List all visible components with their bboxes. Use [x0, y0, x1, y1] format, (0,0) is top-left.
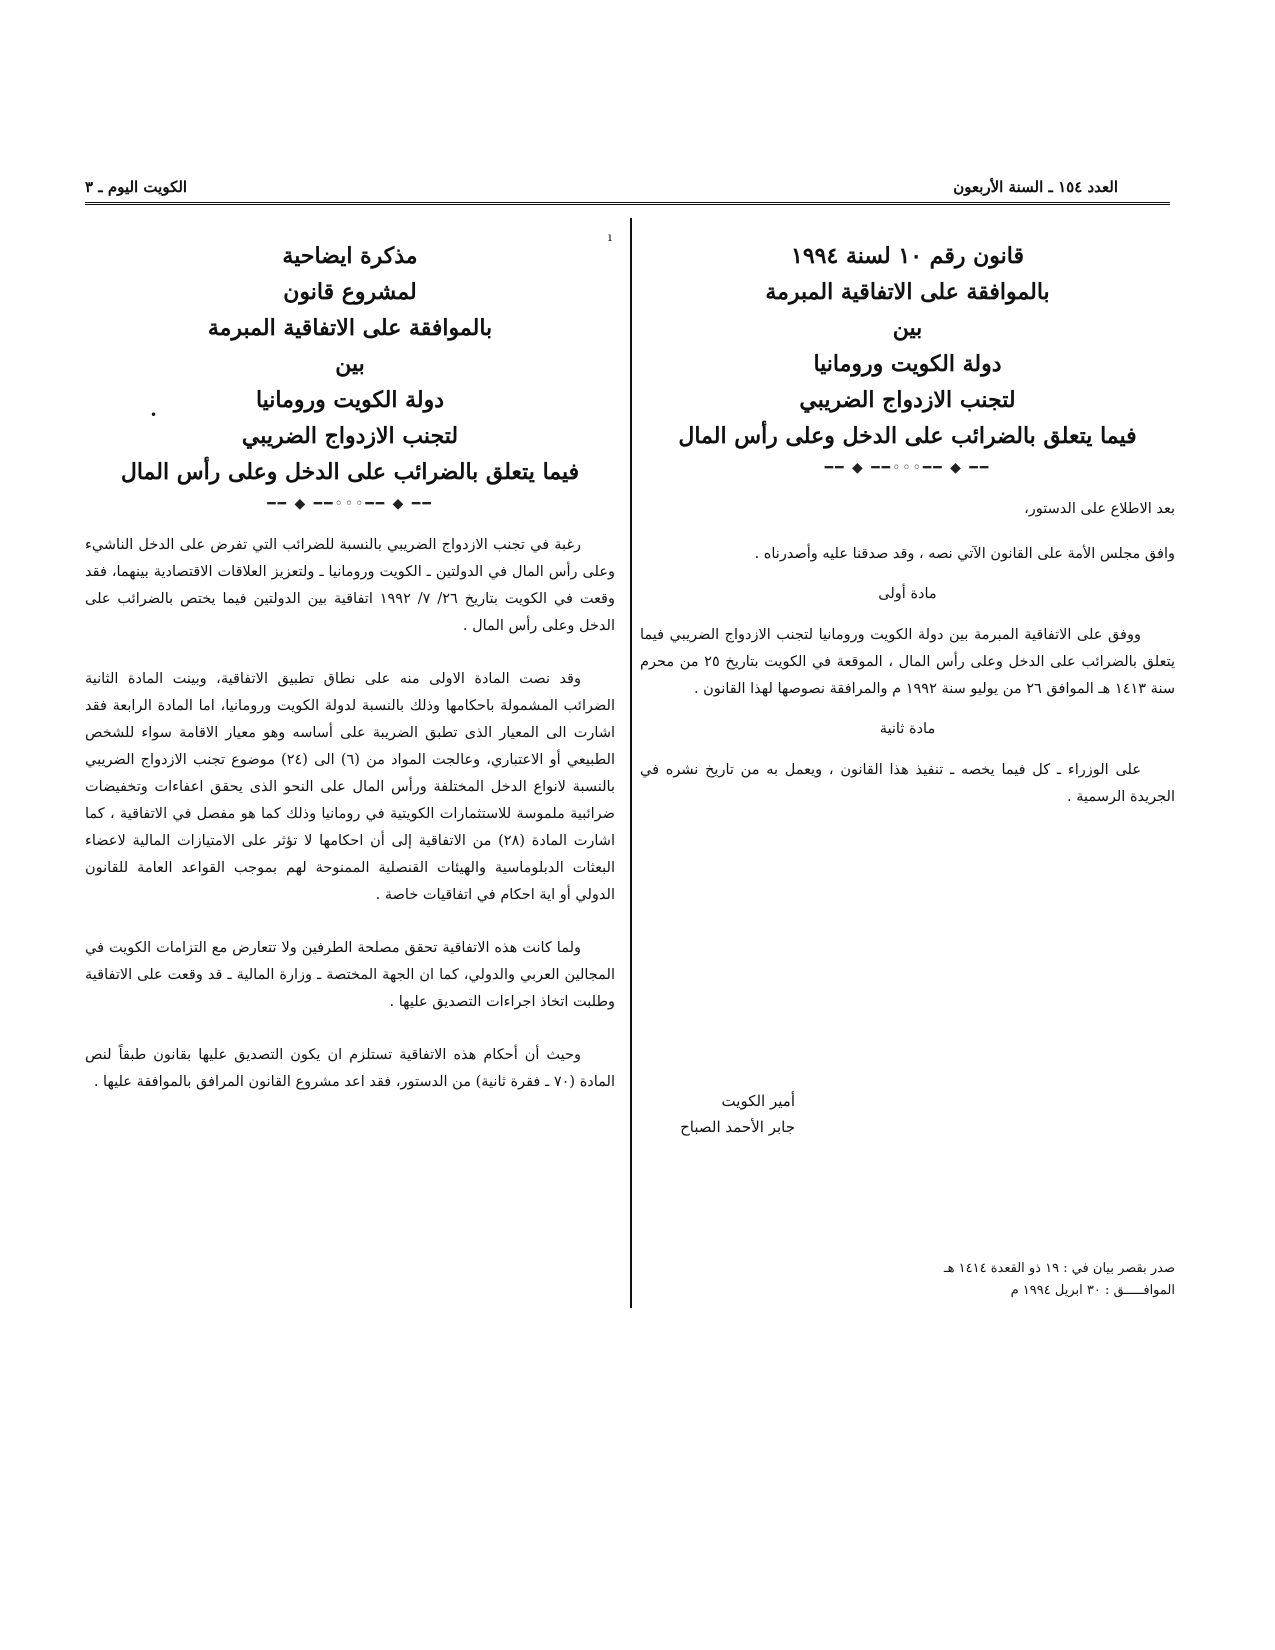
memo-paragraph: وقد نصت المادة الاولى منه على نطاق تطبيق الاتفاقية، وبينت المادة الثانية الضرائب المشمولة باحكامها وذلك بالنسبة لدولة الكويت ورومانيا، اما المادة الرابعة فقد اشارت الى المعيار الذى تطبق الضريبة على أساسه وهو معيار الاقامة سواء للشخص الطبيعي أو الاعتباري، وعالجت المواد من (٦) الى (٢٤) موضوع تجنب الازدواج الضريبي بالنسبة لانواع الدخل المختلفة ورأس المال على النحو الذى يحقق اعفاءات وتخفيضات ضرائبية ملموسة للاستثمارات الكويتية في رومانيا وذلك كما هو مفصل في الاتفاقية ، كما اشارت المادة (٢٨) من الاتفاقية إلى أن احكامها لا تؤثر على الامتيازات المالية لاعضاء البعثات الدبلوماسية والهيئات القنصلية الممنوحة لهم بموجب القواعد العامة للقانون الدولي أو اية احكام في اتفاقيات خاصة . — [85, 671, 615, 903]
law-column — [640, 238, 1175, 829]
issued-date-block — [880, 1258, 1175, 1302]
scan-speck: ı — [608, 230, 612, 244]
memo-paragraph: ولما كانت هذه الاتفاقية تحقق مصلحة الطرفين ولا تتعارض مع التزامات الكويت في المجالين العربي والدولي، كما ان الجهة المختصة ـ وزارة المالية ـ قد وقعت على الاتفاقية وطلبت اتخاذ اجراءات التصديق عليها . — [85, 940, 615, 1010]
memo-title-line: بالموافقة على الاتفاقية المبرمة — [207, 315, 493, 341]
memo-paragraph: رغبة في تجنب الازدواج الضريبي بالنسبة للضرائب التي تفرض على الدخل الناشيء وعلى رأس المال في الدولتين ـ الكويت ورومانيا ـ ولتعزيز العلاقات الاقتصادية بينهما، فقد وقعت في الكويت بتاريخ ٢٦/ ٧/ ١٩٩٢ اتفاقية بين الدولتين فيما يختص بالضرائب على الدخل وعلى رأس المال . — [85, 537, 615, 634]
law-title-line: لتجنب الازدواج الضريبي — [799, 387, 1016, 413]
preamble-constitution: بعد الاطلاع على الدستور، — [1024, 501, 1175, 517]
law-title-line: دولة الكويت ورومانيا — [813, 351, 1002, 377]
law-title-line: فيما يتعلق بالضرائب على الدخل وعلى رأس المال — [678, 423, 1137, 449]
law-title — [640, 238, 1175, 454]
article-1-title: مادة أولى — [878, 586, 937, 602]
memo-title-line: لمشروع قانون — [283, 279, 417, 305]
article-1-text: ووفق على الاتفاقية المبرمة بين دولة الكويت ورومانيا لتجنب الازدواج الضريبي فيما يتعلق بالضرائب على الدخل وعلى رأس المال ، الموقعة في الكويت بتاريخ ٢٥ من محرم سنة ١٤١٣ هـ الموافق ٢٦ من يوليو سنة ١٩٩٢ م والمرافقة نصوصها لهذا القانون . — [640, 627, 1175, 697]
memo-column — [85, 238, 615, 1114]
signature-name: جابر الأحمد الصباح — [680, 1118, 795, 1136]
page-header: الكويت اليوم ـ ٣ — [85, 178, 188, 196]
memo-title — [85, 238, 615, 490]
memo-title-line: بين — [335, 351, 365, 377]
law-title-line: بالموافقة على الاتفاقية المبرمة — [765, 279, 1050, 305]
issued-hijri-date: صدر بقصر بيان في : ١٩ ذو القعدة ١٤١٤ هـ — [943, 1261, 1175, 1276]
scan-speck: • — [150, 408, 158, 422]
header-rule — [85, 202, 1170, 205]
issued-gregorian-date: الموافـــــق : ٣٠ ابريل ١٩٩٤ م — [1010, 1283, 1175, 1298]
ornament-divider: ━━ ◆ ━━◦◦◦━━ ◆ ━━ — [267, 496, 433, 512]
memo-title-line: فيما يتعلق بالضرائب على الدخل وعلى رأس المال — [120, 459, 580, 485]
memo-paragraph: وحيث أن أحكام هذه الاتفاقية تستلزم ان يكون التصديق عليها بقانون طبقاً لنص المادة (٧٠ ـ فقرة ثانية) من الدستور، فقد اعد مشروع القانون المرافق بالموافقة عليها . — [85, 1047, 615, 1090]
ornament-divider: ━━ ◆ ━━◦◦◦━━ ◆ ━━ — [824, 460, 991, 476]
law-title-line: قانون رقم ١٠ لسنة ١٩٩٤ — [791, 243, 1024, 269]
memo-title-line: مذكرة ايضاحية — [282, 243, 418, 269]
memo-title-line: دولة الكويت ورومانيا — [255, 387, 445, 413]
law-title-line: بين — [892, 315, 923, 341]
signature-block — [650, 1088, 795, 1140]
signature-title: أمير الكويت — [721, 1092, 795, 1110]
issue-number-header: العدد ١٥٤ ـ السنة الأربعون — [953, 178, 1118, 196]
preamble-assembly: وافق مجلس الأمة على القانون الآتي نصه ، وقد صدقنا عليه وأصدرناه . — [754, 546, 1175, 562]
article-2-text: على الوزراء ـ كل فيما يخصه ـ تنفيذ هذا القانون ، ويعمل به من تاريخ نشره في الجريدة الرسمية . — [640, 762, 1175, 805]
column-divider — [630, 218, 632, 1308]
memo-title-line: لتجنب الازدواج الضريبي — [241, 423, 459, 449]
article-2-title: مادة ثانية — [879, 721, 936, 737]
